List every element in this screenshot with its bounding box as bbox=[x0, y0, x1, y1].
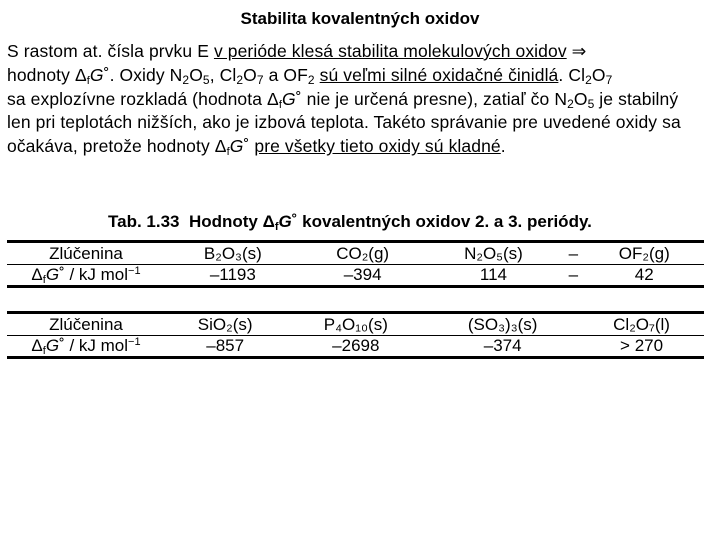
table-header-row bbox=[7, 313, 704, 336]
table-cell: –394 bbox=[301, 265, 425, 287]
table-cell: Cl₂O₇(l) bbox=[579, 313, 704, 336]
page-title: Stabilita kovalentných oxidov bbox=[240, 9, 480, 28]
implies-symbol: ⇒ bbox=[571, 41, 587, 61]
header-label: Zlúčenina bbox=[7, 242, 165, 265]
table-cell: B₂O₃(s) bbox=[165, 242, 301, 265]
table-cell: –374 bbox=[426, 336, 579, 358]
table-cell: – bbox=[562, 242, 584, 265]
table-cell: –2698 bbox=[285, 336, 426, 358]
table-cell: N₂O₅(s) bbox=[425, 242, 563, 265]
table-cell: – bbox=[562, 265, 584, 287]
table-cell: > 270 bbox=[579, 336, 704, 358]
text-seg: v perióde klesá stabilita molekulových oxidov bbox=[213, 41, 567, 61]
table-header-row bbox=[7, 242, 704, 265]
underlined-text: sú veľmi silné oxidačné činidlá bbox=[319, 64, 559, 85]
text-seg: S rastom at. čísla prvku E bbox=[7, 41, 214, 61]
table-cell: P₄O₁₀(s) bbox=[285, 313, 426, 336]
oxides-table-period-3 bbox=[7, 311, 704, 359]
table-caption: Tab. 1.33 Hodnoty $\Delta_fG˚$ kovalentných oxidov 2. a 3. periódy. bbox=[108, 212, 592, 233]
oxides-table-period-2 bbox=[7, 240, 704, 288]
table-row bbox=[7, 265, 704, 287]
header-label: Zlúčenina bbox=[7, 313, 165, 336]
table-cell: –857 bbox=[165, 336, 285, 358]
table-cell: CO₂(g) bbox=[301, 242, 425, 265]
underlined-text: pre všetky tieto oxidy sú kladné bbox=[254, 136, 501, 157]
row-label: $\Delta_fG˚$ / kJ mol$^{-1}$ bbox=[7, 336, 165, 358]
row-label: $\Delta_fG˚$ / kJ mol$^{-1}$ bbox=[7, 265, 165, 287]
table-cell: 42 bbox=[584, 265, 704, 287]
table-cell: –1193 bbox=[165, 265, 301, 287]
table-cell: SiO₂(s) bbox=[165, 313, 285, 336]
body-paragraph: S rastom at. čísla prvku E v perióde klesá stabilita molekulových oxidov ⇒ hodnoty ΔfG˚. Oxidy $N_2O_5$, $Cl_2O_7$ a $OF_2$ sú veľmi silné oxidačné činidlá. $Cl_2O_7$ sa explozívne rozkladá (hodnota ΔfG˚ nie je určená presne), zatiaľ čo $N_2O_5$ je stabilný len pri teplotách nižších, ako je izbová teplota. Takéto správanie pre uvedené oxidy sa očakáva, pretože hodnoty ΔfG˚ pre všetky tieto oxidy sú kladné. bbox=[7, 41, 681, 159]
table-cell: (SO₃)₃(s) bbox=[426, 313, 579, 336]
table-cell: OF₂(g) bbox=[584, 242, 704, 265]
table-cell: 114 bbox=[425, 265, 563, 287]
table-row bbox=[7, 336, 704, 358]
